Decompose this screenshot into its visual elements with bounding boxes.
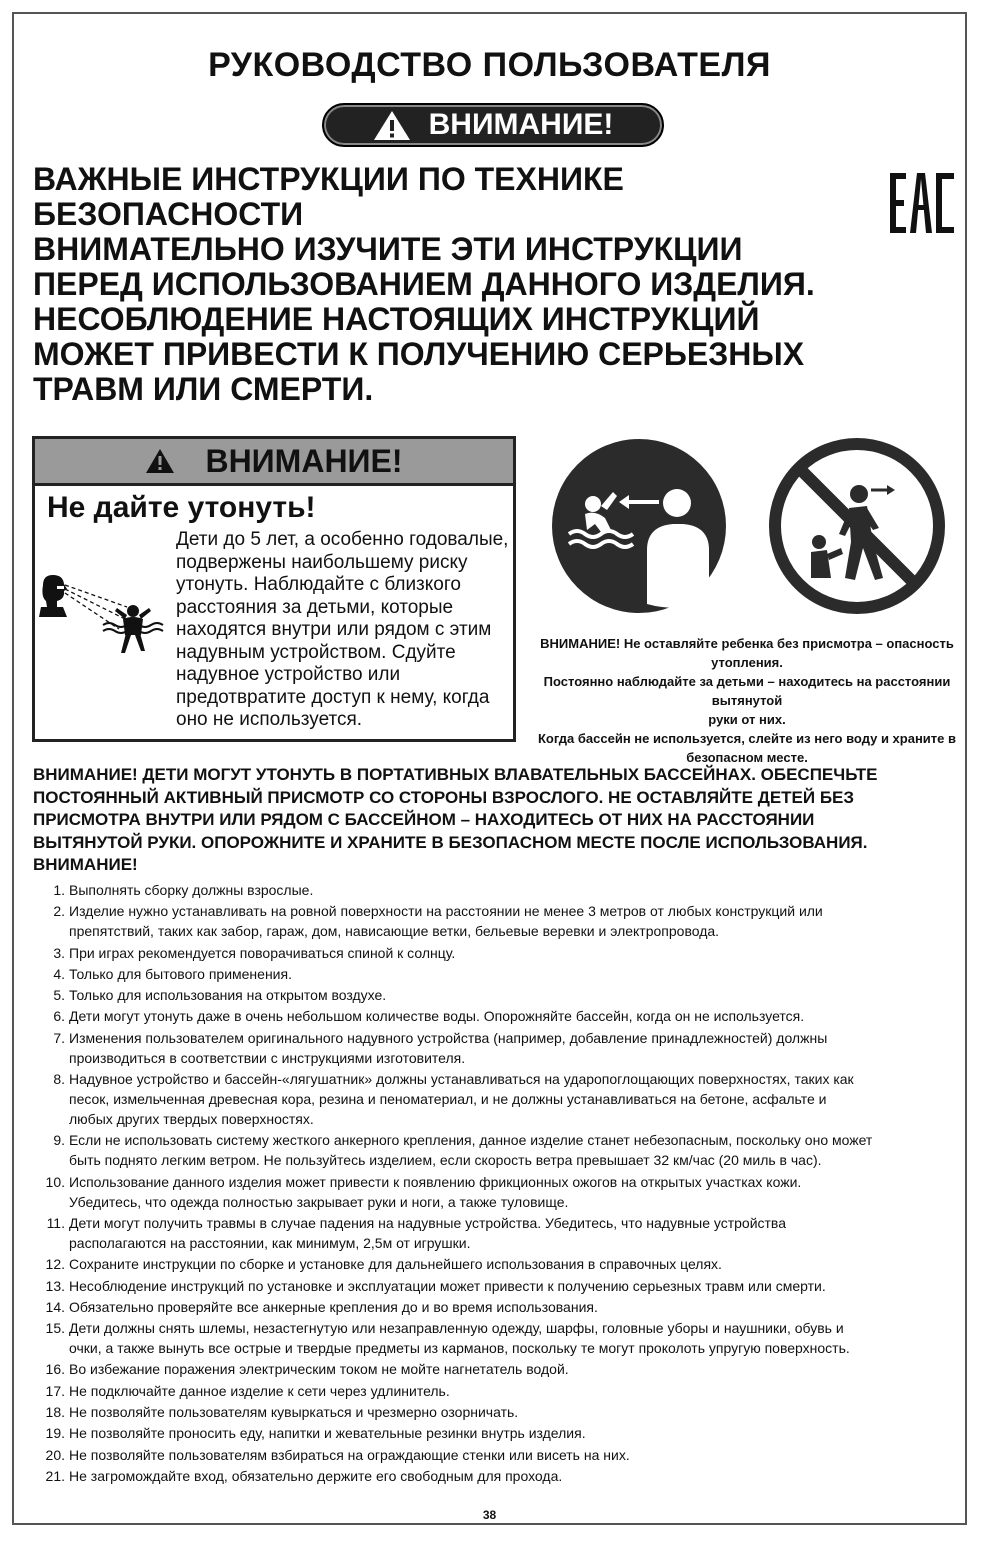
drowning-warning-box [32, 436, 516, 742]
drowning-text-line: предотвратите доступ к нему, когда [176, 686, 490, 708]
list-item [33, 985, 963, 1005]
signs-caption-line: руки от них. [708, 712, 786, 727]
do-not-leave-child-sign-icon [775, 444, 939, 608]
rule-line: Если не использовать систему жесткого анкерного крепления, данное изделие станет небезопасным, поскольку оно может [69, 1132, 873, 1149]
rule-line: Изменения пользователем оригинального надувного устройства (например, добавление принадлежностей) должны [69, 1029, 828, 1046]
bold-warning-line: ВНИМАНИЕ! [33, 855, 138, 874]
rule-number: 5. [53, 987, 65, 1004]
rule-line: Не подключайте данное изделие к сети через удлинитель. [69, 1382, 450, 1399]
rule-line: Использование данного изделия может привести к появлению фрикционных ожогов на открытых участках кожи. [69, 1173, 802, 1190]
pool-supervision-warning [33, 764, 963, 877]
drowning-text-line: расстояния за детьми, которые [176, 596, 454, 618]
drowning-text-line: надувным устройством. Сдуйте [176, 641, 456, 663]
rule-line: Только для бытового применения. [69, 965, 292, 982]
list-item [33, 1172, 963, 1212]
list-item [33, 1423, 963, 1443]
page-number: 38 [482, 1508, 497, 1522]
drowning-text-line: утонуть. Наблюдайте с близкого [176, 574, 461, 595]
rule-line: препятствий, таких как забор, гараж, дом, нависающие ветки, бельевые веревки и электропровода. [69, 923, 720, 940]
rule-number: 10. [45, 1173, 65, 1190]
rule-number: 18. [45, 1404, 65, 1421]
rule-line: Несоблюдение инструкций по установке и эксплуатации может привести к получению серьезных травм или смерти. [69, 1277, 826, 1294]
rule-line: Только для использования на открытом воздухе. [69, 987, 387, 1004]
rule-line: Сохраните инструкции по сборке и установке для дальнейшего использования в справочных целях. [69, 1256, 722, 1273]
list-item [33, 1006, 963, 1026]
rule-number: 17. [45, 1382, 65, 1399]
rule-line: Выполнять сборку должны взрослые. [69, 882, 314, 898]
signs-caption-line: Когда бассейн не используется, слейте из него воду и храните в [538, 731, 956, 746]
page-title: РУКОВОДСТВО ПОЛЬЗОВАТЕЛЯ [208, 46, 771, 84]
rule-line: быть поднято легким ветром. Не пользуйтесь изделием, если скорость ветра превышает 32 км/час (20 миль в час). [69, 1152, 822, 1169]
rule-line: любых других твердых поверхностях. [69, 1111, 314, 1128]
list-item [33, 1297, 963, 1317]
drowning-warning-text [176, 529, 516, 732]
rule-line: Не позволяйте пользователям взбираться на ограждающие стенки или висеть на них. [69, 1446, 630, 1463]
safety-signs [549, 438, 949, 618]
rule-number: 7. [53, 1029, 65, 1046]
list-item [33, 1276, 963, 1296]
rule-number: 3. [53, 944, 65, 961]
rule-line: Дети могут получить травмы в случае падения на надувные устройства. Убедитесь, что надувные устройства [69, 1214, 787, 1231]
eac-certification-logo [888, 171, 956, 235]
headline-line: ВНИМАТЕЛЬНО ИЗУЧИТЕ ЭТИ ИНСТРУКЦИИ [33, 231, 743, 267]
warning-box-header-label: ВНИМАНИЕ! [205, 442, 403, 479]
headline-line: БЕЗОПАСНОСТИ [33, 196, 304, 232]
rule-number: 20. [45, 1446, 65, 1463]
rule-line: Изделие нужно устанавливать на ровной поверхности на расстоянии не менее 3 метров от любых конструкций или [69, 903, 823, 920]
bold-warning-line: ПОСТОЯННЫЙ АКТИВНЫЙ ПРИСМОТР СО СТОРОНЫ ВЗРОСЛОГО. НЕ ОСТАВЛЯЙТЕ ДЕТЕЙ БЕЗ [33, 787, 855, 807]
list-item [33, 880, 963, 900]
rule-line: Обязательно проверяйте все анкерные крепления до и во время использования. [69, 1298, 598, 1315]
drowning-text-line: подвержены наибольшему риску [176, 551, 468, 573]
rule-number: 15. [45, 1320, 65, 1337]
bold-warning-line: ПРИСМОТРА ВНУТРИ ИЛИ РЯДОМ С БАССЕЙНОМ – НАХОДИТЕСЬ ОТ НИХ НА РАССТОЯНИИ [33, 810, 815, 829]
rule-number: 19. [45, 1425, 65, 1442]
drowning-text-line: находятся внутри или рядом с этим [176, 619, 492, 640]
rule-number: 9. [53, 1132, 65, 1149]
list-item [33, 1069, 963, 1129]
warning-triangle-icon [373, 109, 411, 141]
bold-warning-line: ВЫТЯНУТОЙ РУКИ. ОПОРОЖНИТЕ И ХРАНИТЕ В БЕЗОПАСНОМ МЕСТЕ ПОСЛЕ ИСПОЛЬЗОВАНИЯ. [33, 832, 868, 852]
headline-line: ВАЖНЫЕ ИНСТРУКЦИИ ПО ТЕХНИКЕ [33, 161, 624, 197]
warning-pill [322, 103, 664, 147]
drowning-text-line: оно не используется. [176, 709, 363, 730]
rule-line: располагаются на расстоянии, как минимум, 2,5м от игрушки. [69, 1234, 471, 1251]
rule-number: 1. [53, 882, 65, 898]
list-item [33, 1381, 963, 1401]
rule-number: 2. [53, 903, 65, 920]
drowning-text-line: Дети до 5 лет, а особенно годовалые, [176, 529, 509, 550]
signs-caption-line: ВНИМАНИЕ! Не оставляйте ребенка без присмотра – опасность утопления. [540, 636, 954, 670]
rule-line: Не загромождайте вход, обязательно держите его свободным для прохода. [69, 1467, 563, 1484]
headline-line: ТРАВМ ИЛИ СМЕРТИ. [33, 371, 374, 407]
bold-warning-line: ВНИМАНИЕ! ДЕТИ МОГУТ УТОНУТЬ В ПОРТАТИВНЫХ ВЛАВАТЕЛЬНЫХ БАССЕЙНАХ. ОБЕСПЕЧЬТЕ [33, 765, 878, 784]
headline-line: ПЕРЕД ИСПОЛЬЗОВАНИЕМ ДАННОГО ИЗДЕЛИЯ. [33, 266, 815, 302]
warning-pill-label: ВНИМАНИЕ! [428, 108, 614, 141]
list-item [33, 1445, 963, 1465]
list-item [33, 901, 963, 941]
safety-rules-list [33, 880, 963, 1487]
headline-line: НЕСОБЛЮДЕНИЕ НАСТОЯЩИХ ИНСТРУКЦИЙ [33, 301, 760, 337]
signs-caption [519, 634, 975, 767]
warning-triangle-icon [145, 448, 175, 474]
rule-line: Не позволяйте проносить еду, напитки и жевательные резинки внутрь изделия. [69, 1425, 586, 1442]
rule-number: 12. [45, 1256, 65, 1273]
rule-line: Убедитесь, что одежда полностью закрывает руки и ноги, а также туловище. [69, 1193, 569, 1210]
warning-box-header [35, 439, 513, 486]
rule-line: песок, измельченная древесная кора, резина и пеноматериал, и не должны устанавливаться на бетоне, асфальте и [69, 1091, 827, 1108]
rule-number: 14. [45, 1298, 65, 1315]
adult-watching-child-pictogram [37, 573, 167, 663]
rule-number: 21. [45, 1467, 65, 1484]
drowning-title: Не дайте утонуть! [47, 491, 316, 524]
safety-headline [33, 162, 913, 407]
supervise-child-sign-icon [552, 439, 726, 613]
rule-number: 8. [53, 1071, 65, 1088]
list-item [33, 1318, 963, 1358]
rule-number: 4. [53, 965, 65, 982]
list-item [33, 1028, 963, 1068]
list-item [33, 1466, 963, 1486]
rule-line: Дети могут утонуть даже в очень небольшом количестве воды. Опорожняйте бассейн, когда он не используется. [69, 1008, 805, 1025]
rule-number: 6. [53, 1008, 65, 1025]
list-item [33, 1213, 963, 1253]
list-item [33, 1130, 963, 1170]
list-item [33, 1402, 963, 1422]
rule-line: Во избежание поражения электрическим током не мойте нагнетатель водой. [69, 1361, 569, 1378]
list-item [33, 943, 963, 963]
rule-line: Не позволяйте пользователям кувыркаться и чрезмерно озорничать. [69, 1404, 519, 1421]
signs-caption-line: безопасном месте. [686, 750, 808, 765]
drowning-text-line: надувное устройство или [176, 664, 401, 685]
rule-line: При играх рекомендуется поворачиваться спиной к солнцу. [69, 944, 456, 961]
rule-line: очки, а также вынуть все острые и твердые предметы из карманов, поскольку те могут проколоть упругую поверхность. [69, 1340, 850, 1357]
rule-number: 11. [46, 1214, 65, 1231]
rule-number: 16. [45, 1361, 65, 1378]
list-item [33, 1359, 963, 1379]
rule-line: производиться в соответствии с инструкциями изготовителя. [69, 1049, 466, 1066]
signs-caption-line: Постоянно наблюдайте за детьми – находитесь на расстоянии вытянутой [543, 674, 951, 708]
rule-line: Надувное устройство и бассейн-«лягушатник» должны устанавливаться на ударопоглощающих поверхностях, таких как [69, 1071, 854, 1088]
rule-number: 13. [45, 1277, 65, 1294]
list-item [33, 1254, 963, 1274]
rule-line: Дети должны снять шлемы, незастегнутую или незаправленную одежду, шарфы, головные уборы и наушники, обувь и [69, 1320, 844, 1337]
list-item [33, 964, 963, 984]
headline-line: МОЖЕТ ПРИВЕСТИ К ПОЛУЧЕНИЮ СЕРЬЕЗНЫХ [33, 336, 805, 372]
manual-page [12, 12, 967, 1525]
